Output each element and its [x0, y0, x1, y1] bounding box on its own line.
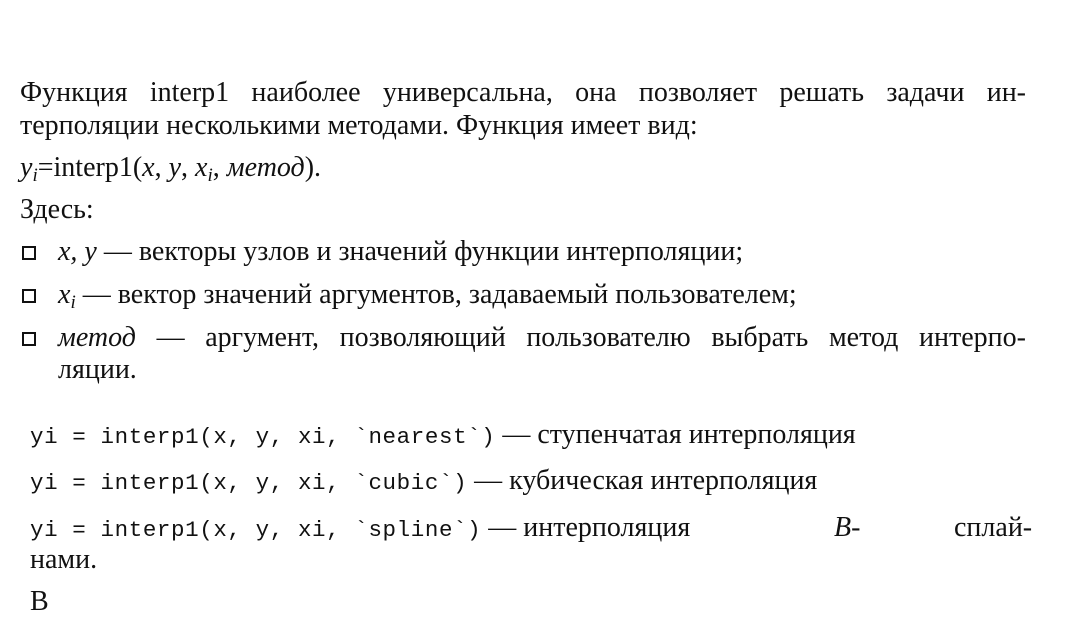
formula-y: y: [20, 152, 33, 183]
code-text: yi = interp1(x, y, xi, `spline`): [30, 517, 482, 543]
bottom-cut-text: В: [30, 586, 49, 617]
code-desc: — интерполяция: [481, 512, 691, 543]
bullet-term: x, y: [58, 236, 97, 267]
bullet-term: x: [58, 279, 71, 310]
bullet-text: — аргумент, позволяющий пользователю выбрать метод интерпо-: [135, 322, 1026, 353]
formula-sep: ,: [181, 152, 196, 183]
code-desc: — кубическая интерполяция: [467, 465, 818, 496]
code-line-spline-cont: нами.: [30, 544, 98, 575]
bottom-cut-wrapper: [0, 586, 1080, 617]
bullet-item-method: [58, 322, 1026, 354]
bullet-term-sub: i: [70, 291, 76, 313]
formula-yarg: y: [168, 152, 182, 183]
code-line-cubic: [30, 465, 817, 501]
here-label: Здесь:: [20, 194, 94, 225]
bullet-item-xi: [58, 279, 797, 311]
paragraph-line-1: Функция interp1 наиболее универсальна, она позволяет решать задачи ин-: [20, 77, 1026, 108]
formula-x: x: [142, 152, 155, 183]
formula-xi: x: [195, 152, 208, 183]
bullet-item-xy: [58, 236, 743, 268]
formula-eq: =interp1(: [37, 152, 143, 183]
checkbox-bullet-icon: [22, 246, 36, 260]
code-line-spline-italic: [834, 512, 860, 544]
formula-sep: ,: [154, 152, 169, 183]
formula-sep: ,: [212, 152, 227, 183]
code-line-nearest: [30, 419, 856, 455]
formula-method: метод: [226, 152, 305, 183]
bullet-text: — векторы узлов и значений функции интерполяции;: [96, 236, 744, 267]
code-text: yi = interp1(x, y, xi, `cubic`): [30, 470, 468, 496]
code-desc: — ступенчатая интерполяция: [495, 419, 856, 450]
checkbox-bullet-icon: [22, 332, 36, 346]
code-text: yi = interp1(x, y, xi, `nearest`): [30, 424, 496, 450]
bullet-item-method-cont: ляции.: [58, 354, 137, 385]
code-line-cut-wrapper: [0, 419, 1080, 452]
checkbox-bullet-icon: [22, 289, 36, 303]
spline-b-letter: B-: [834, 512, 861, 543]
formula-y-sub: i: [32, 164, 38, 186]
bullet-text: — вектор значений аргументов, задаваемый пользователем;: [75, 279, 797, 310]
code-line-spline-tail: сплай-: [954, 512, 1033, 543]
formula-close: ).: [304, 152, 322, 183]
paragraph-line-2: терполяции несколькими методами. Функция имеет вид:: [20, 110, 698, 141]
formula-xi-sub: i: [207, 164, 213, 186]
bullet-term: метод: [58, 322, 136, 353]
code-line-spline: [30, 512, 690, 548]
formula: [20, 152, 321, 184]
